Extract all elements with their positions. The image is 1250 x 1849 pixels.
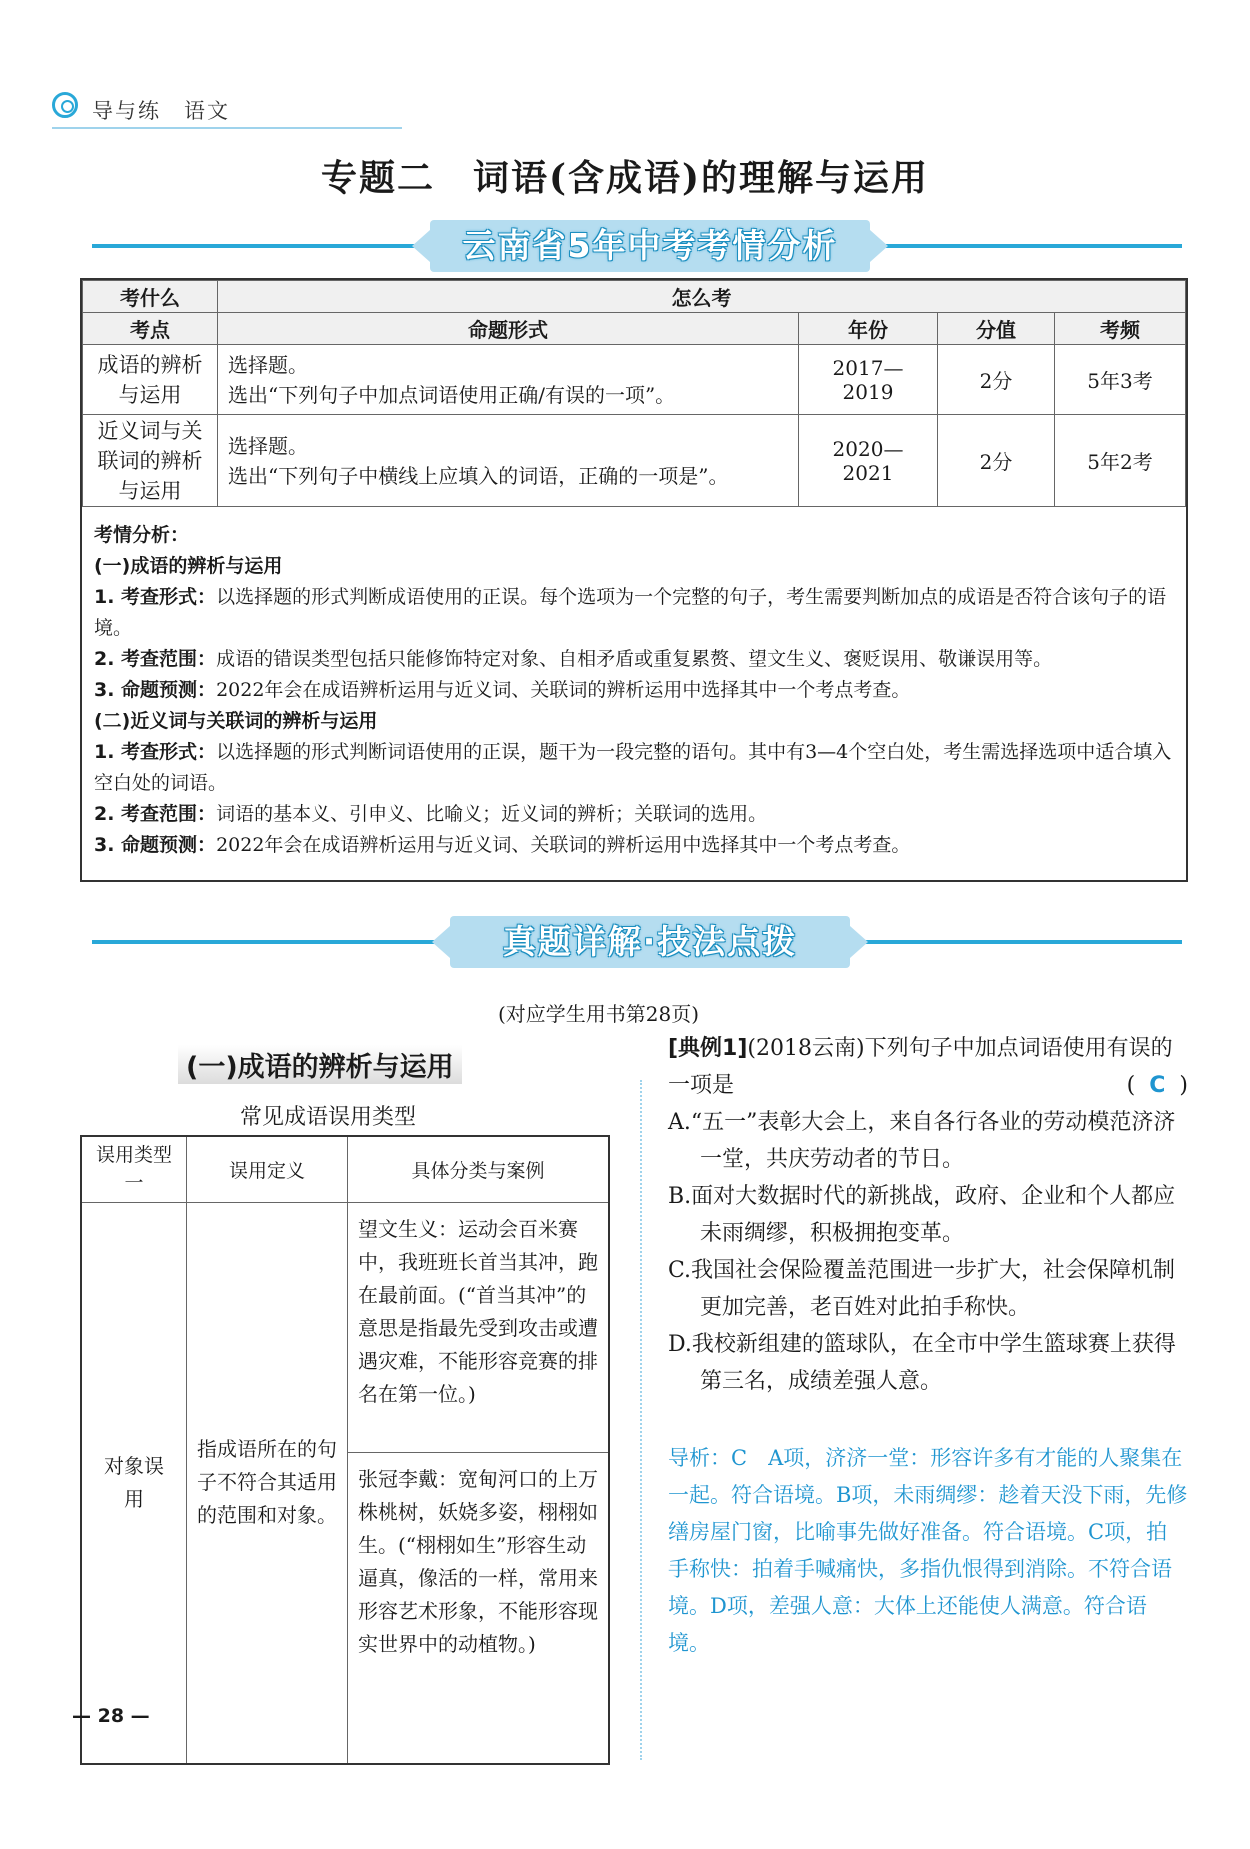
analysis-item bbox=[94, 644, 1174, 675]
section-banner-analysis: 云南省5年中考考情分析 bbox=[430, 220, 870, 272]
header-rule bbox=[52, 127, 402, 129]
header-point: 考点 bbox=[83, 313, 218, 345]
header-definition: 误用定义 bbox=[187, 1136, 348, 1202]
form-line: 选出“下列句子中加点词语使用正确/有误的一项”。 bbox=[228, 382, 676, 407]
score-cell: 2分 bbox=[938, 345, 1055, 415]
item-text: 以选择题的形式判断成语使用的正误。每个选项为一个完整的句子，考生需要判断加点的成语是否符合该句子的语境。 bbox=[94, 586, 1167, 639]
header-freq: 考频 bbox=[1055, 313, 1186, 345]
form-cell bbox=[218, 415, 799, 507]
exam-analysis-table bbox=[80, 278, 1188, 882]
freq-cell: 5年3考 bbox=[1055, 345, 1186, 415]
type-cell: 对象误用 bbox=[81, 1202, 187, 1764]
misuse-type-table bbox=[80, 1135, 610, 1765]
form-line: 选择题。 bbox=[228, 433, 308, 458]
header-score: 分值 bbox=[938, 313, 1055, 345]
score-cell: 2分 bbox=[938, 415, 1055, 507]
section-banner-explain: 真题详解·技法点拨 bbox=[450, 916, 850, 968]
table-caption: 常见成语误用类型 bbox=[240, 1105, 417, 1130]
running-header: 导与练 语文 bbox=[92, 99, 230, 123]
header-type: 误用类型一 bbox=[81, 1136, 187, 1202]
item-key: 3. 命题预测： bbox=[94, 679, 217, 701]
paren-close: ) bbox=[1179, 1073, 1188, 1098]
header-year: 年份 bbox=[799, 313, 938, 345]
item-key: 2. 考查范围： bbox=[94, 648, 217, 670]
question-stem bbox=[668, 1030, 1188, 1104]
analysis-item bbox=[94, 830, 1174, 861]
paren-open: ( bbox=[1126, 1073, 1136, 1098]
header-case: 具体分类与案例 bbox=[348, 1136, 610, 1202]
header-how: 怎么考 bbox=[218, 281, 1186, 313]
option-a: A.“五一”表彰大会上，来自各行各业的劳动模范济济一堂，共庆劳动者的节日。 bbox=[668, 1110, 1176, 1172]
section-heading: (一)成语的辨析与运用 bbox=[178, 1045, 462, 1084]
page-number: — 28 — bbox=[72, 1705, 150, 1727]
column-divider bbox=[640, 1080, 642, 1760]
analysis-title: 考情分析： bbox=[94, 524, 190, 546]
point-cell: 成语的辨析与运用 bbox=[83, 345, 218, 415]
form-line: 选择题。 bbox=[228, 352, 308, 377]
item-key: 1. 考查形式： bbox=[94, 586, 217, 608]
item-text: 2022年会在成语辨析运用与近义词、关联词的辨析运用中选择其中一个考点考查。 bbox=[216, 679, 911, 701]
definition-cell: 指成语所在的句子不符合其适用的范围和对象。 bbox=[187, 1202, 348, 1764]
guide-analysis: 导析：C A项，济济一堂：形容许多有才能的人聚集在一起。符合语境。B项，未雨绸缪：趁着天没下雨，先修缮房屋门窗，比喻事先做好准备。符合语境。C项，拍手称快：拍着手喊痛快，多指仇恨得到消除。不符合语境。D项，差强人意：大体上还能使人满意。符合语境。 bbox=[668, 1446, 1188, 1655]
item-text: 成语的错误类型包括只能修饰特定对象、自相矛盾或重复累赘、望文生义、褒贬误用、敬谦误用等。 bbox=[216, 648, 1053, 670]
case-cell: 望文生义：运动会百米赛中，我班班长首当其冲，跑在最前面。(“首当其冲”的意思是指最先受到攻击或遭遇灾难，不能形容竞赛的排名在第一位。) bbox=[348, 1202, 610, 1452]
item-key: 1. 考查形式： bbox=[94, 741, 217, 763]
item-text: 2022年会在成语辨析运用与近义词、关联词的辨析运用中选择其中一个考点考查。 bbox=[216, 834, 911, 856]
reference-note: (对应学生用书第28页) bbox=[498, 1002, 700, 1026]
analysis-item bbox=[94, 675, 1174, 706]
analysis-block bbox=[94, 520, 1174, 861]
example-question bbox=[668, 1030, 1188, 1400]
year-cell: 2017—2019 bbox=[799, 345, 938, 415]
analysis-sub-heading: (一)成语的辨析与运用 bbox=[94, 555, 283, 577]
analysis-sub-heading: (二)近义词与关联词的辨析与运用 bbox=[94, 710, 378, 732]
option-b: B.面对大数据时代的新挑战，政府、企业和个人都应未雨绸缪，积极拥抱变革。 bbox=[668, 1184, 1176, 1246]
example-label: [典例1] bbox=[668, 1036, 748, 1061]
answer-bracket bbox=[1127, 1067, 1188, 1104]
page-title: 专题二 词语(含成语)的理解与运用 bbox=[320, 157, 930, 199]
form-line: 选出“下列句子中横线上应填入的词语，正确的一项是”。 bbox=[228, 463, 729, 488]
year-cell: 2020—2021 bbox=[799, 415, 938, 507]
option-c: C.我国社会保险覆盖范围进一步扩大，社会保障机制更加完善，老百姓对此拍手称快。 bbox=[668, 1258, 1176, 1320]
analysis-item bbox=[94, 582, 1174, 644]
item-key: 3. 命题预测： bbox=[94, 834, 217, 856]
table-row bbox=[83, 345, 1186, 415]
item-text: 以选择题的形式判断词语使用的正误，题干为一段完整的语句。其中有3—4个空白处，考生需选择选项中适合填入空白处的词语。 bbox=[94, 741, 1172, 794]
analysis-item bbox=[94, 799, 1174, 830]
header-form: 命题形式 bbox=[218, 313, 799, 345]
freq-cell: 5年2考 bbox=[1055, 415, 1186, 507]
point-cell: 近义词与关联词的辨析与运用 bbox=[83, 415, 218, 507]
table-row bbox=[83, 415, 1186, 507]
answer-letter: C bbox=[1149, 1073, 1166, 1098]
analysis-item bbox=[94, 737, 1174, 799]
option-d: D.我校新组建的篮球队，在全市中学生篮球赛上获得第三名，成绩差强人意。 bbox=[668, 1332, 1176, 1394]
item-text: 词语的基本义、引申义、比喻义；近义词的辨析；关联词的选用。 bbox=[216, 803, 768, 825]
book-logo-icon bbox=[52, 92, 78, 118]
header-what: 考什么 bbox=[83, 281, 218, 313]
case-cell: 张冠李戴：宽甸河口的上万株桃树，妖娆多姿，栩栩如生。(“栩栩如生”形容生动逼真，像活的一样，常用来形容艺术形象，不能形容现实世界中的动植物。) bbox=[348, 1452, 610, 1764]
form-cell bbox=[218, 345, 799, 415]
stem-text: (2018云南)下列句子中加点词语使用有误的一项是 bbox=[668, 1036, 1173, 1098]
item-key: 2. 考查范围： bbox=[94, 803, 217, 825]
